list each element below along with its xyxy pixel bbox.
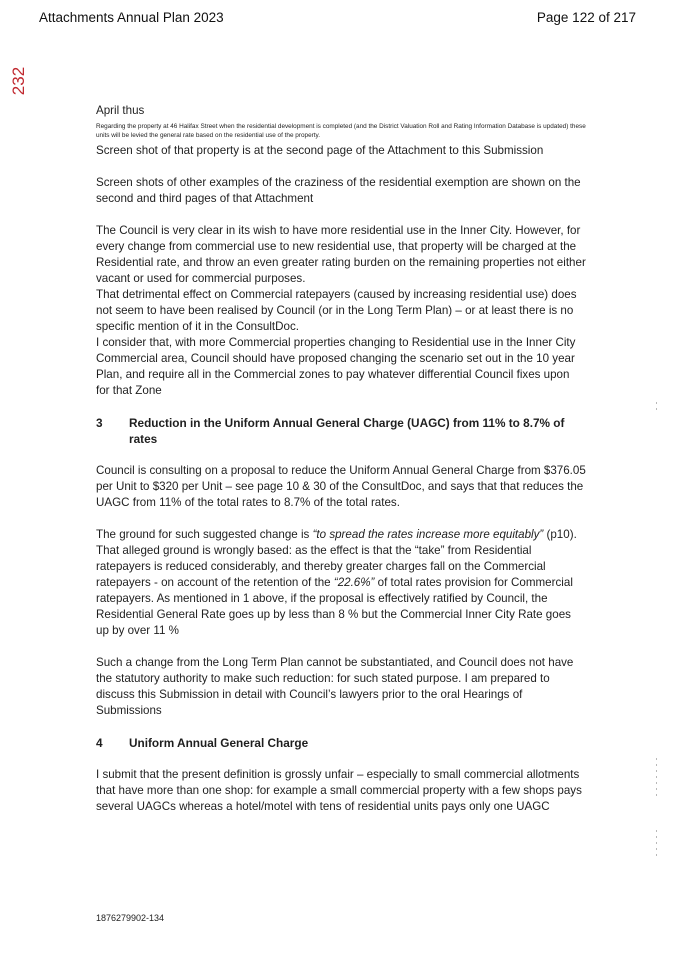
- paragraph-council-2: That detrimental effect on Commercial ratepayers (caused by increasing residential use) does not seem to have been realised by Council (or in the Long Term Plan) – or at least there is no specific mention of it in the ConsultDoc.: [96, 288, 577, 333]
- header-title: Attachments Annual Plan 2023: [39, 10, 224, 25]
- section-title: Uniform Annual General Charge: [129, 736, 309, 750]
- section-heading-3: [96, 415, 586, 447]
- paragraph-council-3: I consider that, with more Commercial properties changing to Residential use in the Inner City Commercial area, Council should have proposed changing the scenario set out in the 10 year Plan, and require all in the Commercial zones to pay whatever differential Council fixes upon for that Zone: [96, 336, 576, 397]
- page-number: Page 122 of 217: [536, 10, 636, 25]
- quote-equitably: “to spread the rates increase more equitably”: [312, 528, 544, 541]
- section-number: 4: [96, 736, 103, 750]
- side-page-number: 232: [9, 66, 28, 96]
- paragraph-council-1: The Council is very clear in its wish to have more residential use in the Inner City. However, for every change from commercial use to new residential use, that property will be charged at the Residential rate, and throw an even greater rating burden on the remaining properties not either vacant or used for commercial purposes.: [96, 224, 586, 285]
- paragraph-april: April thus: [96, 104, 145, 117]
- paragraph-ground: The ground for such suggested change is “to spread the rates increase more equitably” (p10). That alleged ground is wrongly based: as the effect is that the “take” from Residential ratepayers is reduced considerably, and thereby greater charges fall on the Commercial ratepayers - on account of the retention of the “22.6%” of total rates provision for Commercial ratepayers. As mentioned in 1 above, if the proposal is effectively ratified by Council, the Residential General Rate goes up by less than 8 % but the Commercial Inner City Rate goes up by over 11 %: [96, 528, 577, 637]
- paragraph-submit: I submit that the present definition is grossly unfair – especially to small commercial allotments that have more than one shop: for example a small commercial property with a few shops pays several UAGCs whereas a hotel/motel with tens of residential units pays only one UAGC: [96, 768, 582, 813]
- quoted-note: Regarding the property at 46 Halifax Street when the residential development is completed (and the District Valuation Roll and Rating Information Database is updated) these units will be levied the general rate based on the residential use of the property.: [96, 123, 586, 139]
- document-id: 1876279902-134: [96, 913, 165, 923]
- paragraph-consulting: Council is consulting on a proposal to reduce the Uniform Annual General Charge from $376.05 per Unit to $320 per Unit – see page 10 & 30 of the ConsultDoc, and says that that reduces the UAGC from 11% of the total rates to 8.7% of the total rates.: [96, 464, 586, 509]
- document-body: [96, 103, 586, 815]
- section-title: Reduction in the Uniform Annual General Charge (UAGC) from 11% to 8.7% of rates: [129, 416, 565, 446]
- section-heading-4: [96, 735, 586, 751]
- paragraph-screenshot-2: Screen shots of other examples of the craziness of the residential exemption are shown on the second and third pages of that Attachment: [96, 176, 581, 205]
- section-number: 3: [96, 416, 103, 430]
- margin-marks: [655, 830, 658, 860]
- margin-marks: [655, 402, 658, 414]
- quote-percentage: “22.6%”: [333, 576, 375, 589]
- margin-marks: [655, 758, 658, 800]
- paragraph-screenshot-1: Screen shot of that property is at the second page of the Attachment to this Submission: [96, 144, 544, 157]
- paragraph-long-term-plan: Such a change from the Long Term Plan cannot be substantiated, and Council does not have the statutory authority to make such reduction: for such stated purpose. I am prepared to discuss this Submission in detail with Council’s lawyers prior to the oral Hearings of Submissions: [96, 656, 574, 717]
